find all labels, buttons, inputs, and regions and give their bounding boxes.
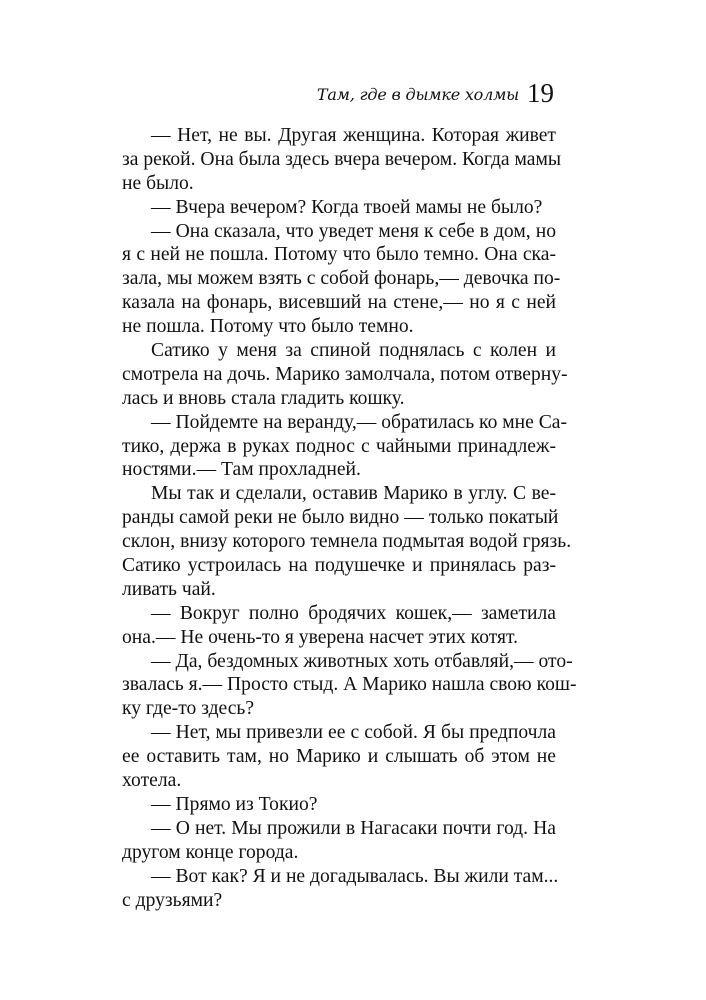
text-line: с друзьями? [122, 889, 223, 911]
text-line: лась и вновь стала гладить кошку. [122, 387, 405, 409]
text-line: ее оставить там, но Марико и слышать об этом не [122, 746, 556, 768]
text-line: — Пойдемте на веранду,— обратилась ко мне Са- [151, 411, 568, 433]
text-line: зала, мы можем взять с собой фонарь,— девочка по- [122, 268, 561, 290]
text-line: Сатико устроилась на подушечке и принялась раз- [122, 555, 556, 577]
text-line: — Да, бездомных животных хоть отбавляй,— ото- [151, 650, 573, 672]
text-line: я с ней не пошла. Потому что было темно. Она ска- [122, 244, 556, 266]
text-line: — Вот как? Я и не догадывалась. Вы жили там... [151, 865, 559, 887]
text-line: ранды самой реки не было видно — только покатый [122, 507, 559, 529]
text-line: — Вчера вечером? Когда твоей мамы не было? [151, 196, 543, 218]
text-line: Мы так и сделали, оставив Марико в углу. С ве- [151, 483, 556, 505]
text-line: — О нет. Мы прожили в Нагасаки почти год. На [151, 817, 556, 839]
text-line: — Прямо из Токио? [151, 793, 318, 815]
text-line: тико, держа в руках поднос с чайными принадлеж- [122, 435, 556, 457]
text-line: она.— Не очень-то я уверена насчет этих котят. [122, 626, 519, 648]
running-title: Там, где в дымке холмы [316, 85, 519, 104]
body-text [122, 124, 577, 912]
text-line: — Нет, не вы. Другая женщина. Которая живет [151, 125, 556, 146]
text-line: другом конце города. [122, 841, 299, 863]
page-number: 19 [527, 78, 554, 108]
text-line: хотела. [122, 770, 182, 792]
text-line: — Она сказала, что уведет меня к себе в дом, но [151, 220, 556, 242]
text-line: звалась я.— Просто стыд. А Марико нашла свою кош- [122, 674, 577, 696]
text-line: — Нет, мы привезли ее с собой. Я бы предпочла [151, 722, 556, 744]
text-line: — Вокруг полно бродячих кошек,— заметила [151, 602, 556, 624]
text-line: смотрела на дочь. Марико замолчала, потом отверну- [122, 363, 568, 385]
text-line: не было. [122, 172, 194, 194]
text-line: Сатико у меня за спиной поднялась с колен и [151, 340, 556, 362]
text-line: ностями.— Там прохладней. [122, 459, 361, 481]
text-line: за рекой. Она была здесь вчера вечером. Когда мамы [122, 148, 562, 170]
text-line: ливать чай. [122, 578, 216, 600]
running-header [150, 78, 554, 112]
text-line: склон, внизу которого темнела подмытая водой грязь. [122, 531, 572, 553]
text-line: не пошла. Потому что было темно. [122, 316, 414, 338]
text-line: ку где-то здесь? [122, 698, 255, 720]
text-line: казала на фонарь, висевший на стене,— но я с ней [122, 292, 556, 314]
